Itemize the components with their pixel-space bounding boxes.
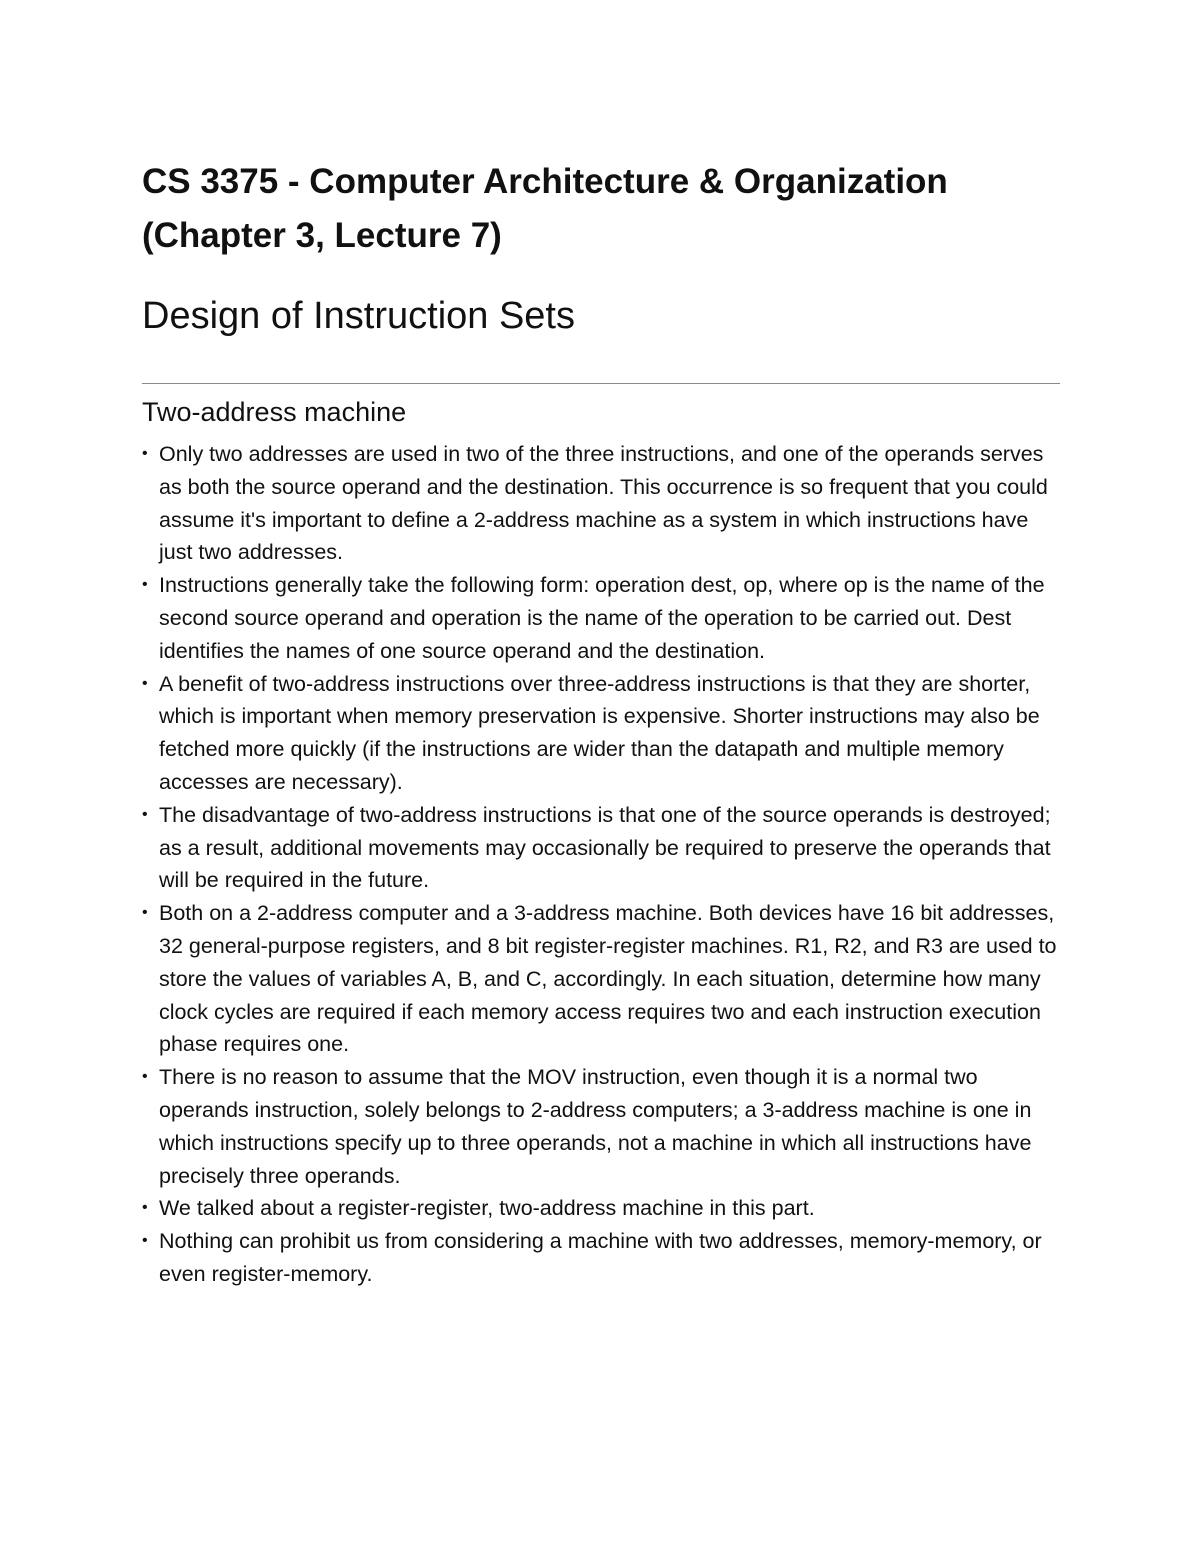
bullet-icon: • <box>142 674 148 692</box>
bullet-text: There is no reason to assume that the MOV instruction, even though it is a normal two operands instruction, solely belongs to 2-address computers; a 3-address machine is one in which instructions specify up to three operands, not a machine in which all instructions have precisely three operands. <box>159 1065 1032 1188</box>
bullet-text: The disadvantage of two-address instructions is that one of the source operands is destroyed; as a result, additional movements may occasionally be required to preserve the operands that will be required in the future. <box>159 802 1051 893</box>
bullet-list <box>142 438 1060 1291</box>
list-item <box>142 1061 1060 1192</box>
bullet-icon: • <box>142 904 148 922</box>
document-title <box>142 155 1060 263</box>
title-line-course: CS 3375 - Computer Architecture & Organization <box>142 162 948 201</box>
bullet-icon: • <box>142 576 148 594</box>
bullet-icon: • <box>142 445 148 462</box>
title-line-chapter: (Chapter 3, Lecture 7) <box>142 216 502 255</box>
section-heading: Two-address machine <box>142 397 407 427</box>
bullet-icon: • <box>142 1232 148 1250</box>
bullet-text: Both on a 2-address computer and a 3-address machine. Both devices have 16 bit addresses, 32 general-purpose registers, and 8 bit register-register machines. R1, R2, and R3 are used to store the values of variables A, B, and C, accordingly. In each situation, determine how many clock cycles are required if each memory access requires two and each instruction execution phase requires one. <box>159 901 1057 1057</box>
bullet-text: Nothing can prohibit us from considering a machine with two addresses, memory-memory, or even register-memory. <box>159 1229 1042 1286</box>
list-item <box>142 569 1060 667</box>
list-item <box>142 438 1060 569</box>
bullet-text: Instructions generally take the following form: operation dest, op, where op is the name of the second source operand and operation is the name of the operation to be carried out. Dest identifies the names of one source operand and the destination. <box>159 573 1045 663</box>
list-item <box>142 897 1060 1061</box>
document-subtitle: Design of Instruction Sets <box>142 295 575 337</box>
bullet-text: Only two addresses are used in two of the three instructions, and one of the operands serves as both the source operand and the destination. This occurrence is so frequent that you could assume it's important to define a 2-address machine as a system in which instructions have just two addresses. <box>159 442 1048 565</box>
section-divider <box>142 383 1060 384</box>
list-item <box>142 668 1060 799</box>
bullet-icon: • <box>142 1199 148 1217</box>
bullet-icon: • <box>142 1068 148 1086</box>
document-content <box>142 155 1060 1291</box>
list-item <box>142 1225 1060 1291</box>
bullet-text: A benefit of two-address instructions over three-address instructions is that they are shorter, which is important when memory preservation is expensive. Shorter instructions may also be fetched more quickly (if the instructions are wider than the datapath and multiple memory accesses are necessary). <box>159 671 1040 794</box>
bullet-text: We talked about a register-register, two-address machine in this part. <box>159 1196 815 1221</box>
list-item <box>142 799 1060 897</box>
bullet-icon: • <box>142 805 148 823</box>
list-item <box>142 1192 1060 1225</box>
